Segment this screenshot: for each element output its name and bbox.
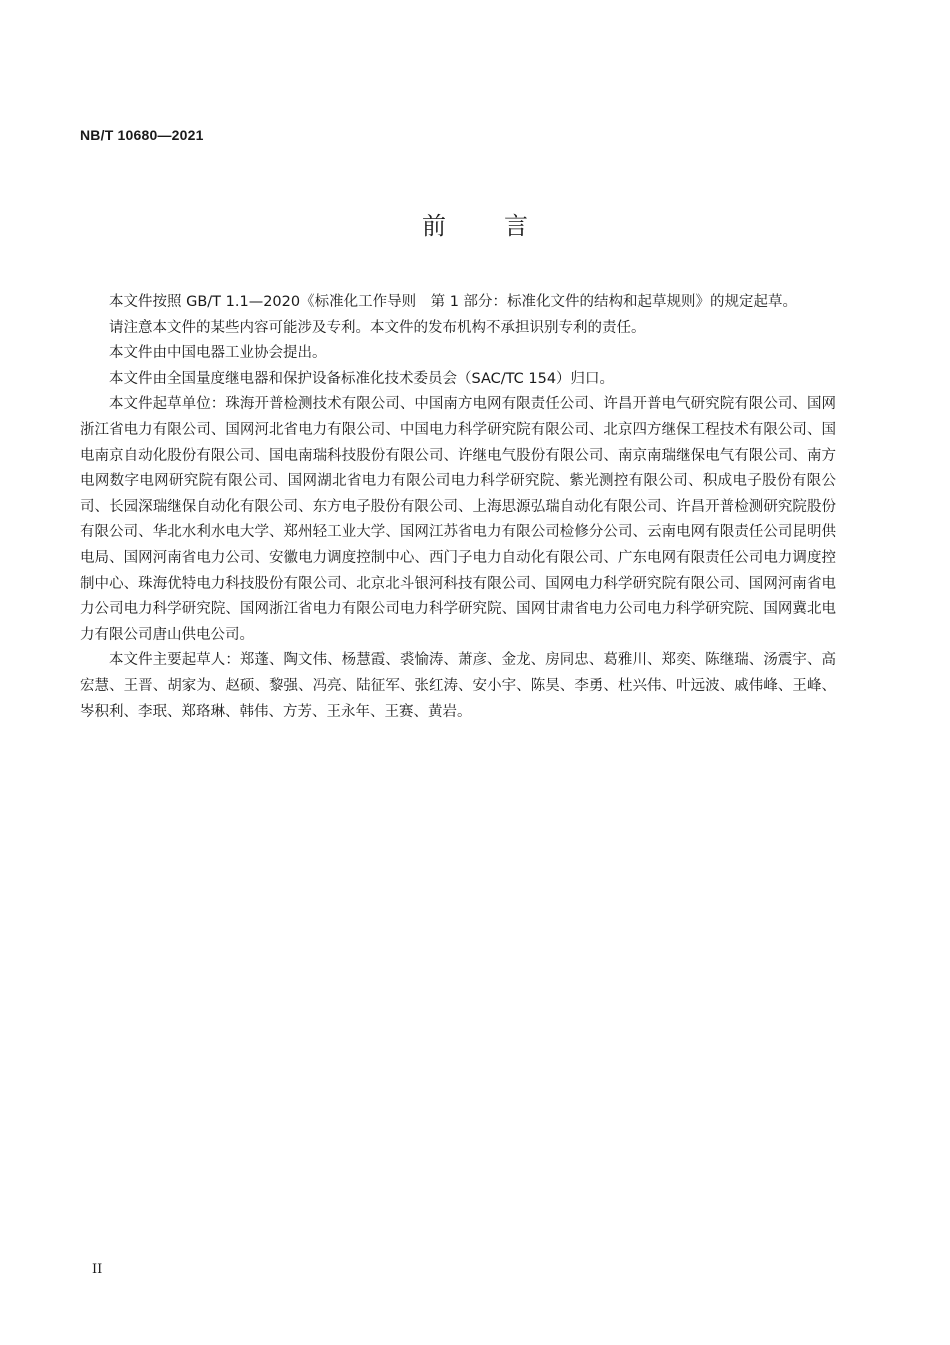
paragraph-main-drafters: 本文件主要起草人：郑蓬、陶文伟、杨慧霞、裘愉涛、萧彦、金龙、房同忠、葛雅川、郑奕、陈继瑞、汤震宇、高宏慧、王晋、胡家为、赵硕、黎强、冯亮、陆征军、张红涛、安小宇、陈昊、李勇、杜兴伟、叶远波、戚伟峰、王峰、岑积利、李珉、郑珞琳、韩伟、方芳、王永年、王赛、黄岩。	[80, 652, 836, 720]
preface-body	[80, 290, 836, 725]
paragraph-patent-notice: 请注意本文件的某些内容可能涉及专利。本文件的发布机构不承担识别专利的责任。	[109, 319, 646, 336]
section-title: 前言	[422, 212, 586, 240]
paragraph-drafting-rules: 本文件按照 GB/T 1.1—2020《标准化工作导则 第 1 部分：标准化文件的结构和起草规则》的规定起草。	[109, 294, 798, 310]
paragraph-drafting-units: 本文件起草单位：珠海开普检测技术有限公司、中国南方电网有限责任公司、许昌开普电气研究院有限公司、国网浙江省电力有限公司、国网河北省电力有限公司、中国电力科学研究院有限公司、北京四方继保工程技术有限公司、国电南京自动化股份有限公司、国电南瑞科技股份有限公司、许继电气股份有限公司、南京南瑞继保电气有限公司、南方电网数字电网研究院有限公司、国网湖北省电力有限公司电力科学研究院、紫光测控有限公司、积成电子股份有限公司、长园深瑞继保自动化有限公司、东方电子股份有限公司、上海思源弘瑞自动化有限公司、许昌开普检测研究院股份有限公司、华北水利水电大学、郑州轻工业大学、国网江苏省电力有限公司检修分公司、云南电网有限责任公司昆明供电局、国网河南省电力公司、安徽电力调度控制中心、西门子电力自动化有限公司、广东电网有限责任公司电力调度控制中心、珠海优特电力科技股份有限公司、北京北斗银河科技有限公司、国网电力科学研究院有限公司、国网河南省电力公司电力科学研究院、国网浙江省电力有限公司电力科学研究院、国网甘肃省电力公司电力科学研究院、国网冀北电力有限公司唐山供电公司。	[80, 396, 836, 643]
paragraph-proposer: 本文件由中国电器工业协会提出。	[109, 345, 327, 362]
standard-number: NB/T 10680—2021	[80, 127, 204, 143]
paragraph-technical-committee: 本文件由全国量度继电器和保护设备标准化技术委员会（SAC/TC 154）归口。	[109, 370, 615, 387]
page-number: II	[92, 1262, 103, 1277]
